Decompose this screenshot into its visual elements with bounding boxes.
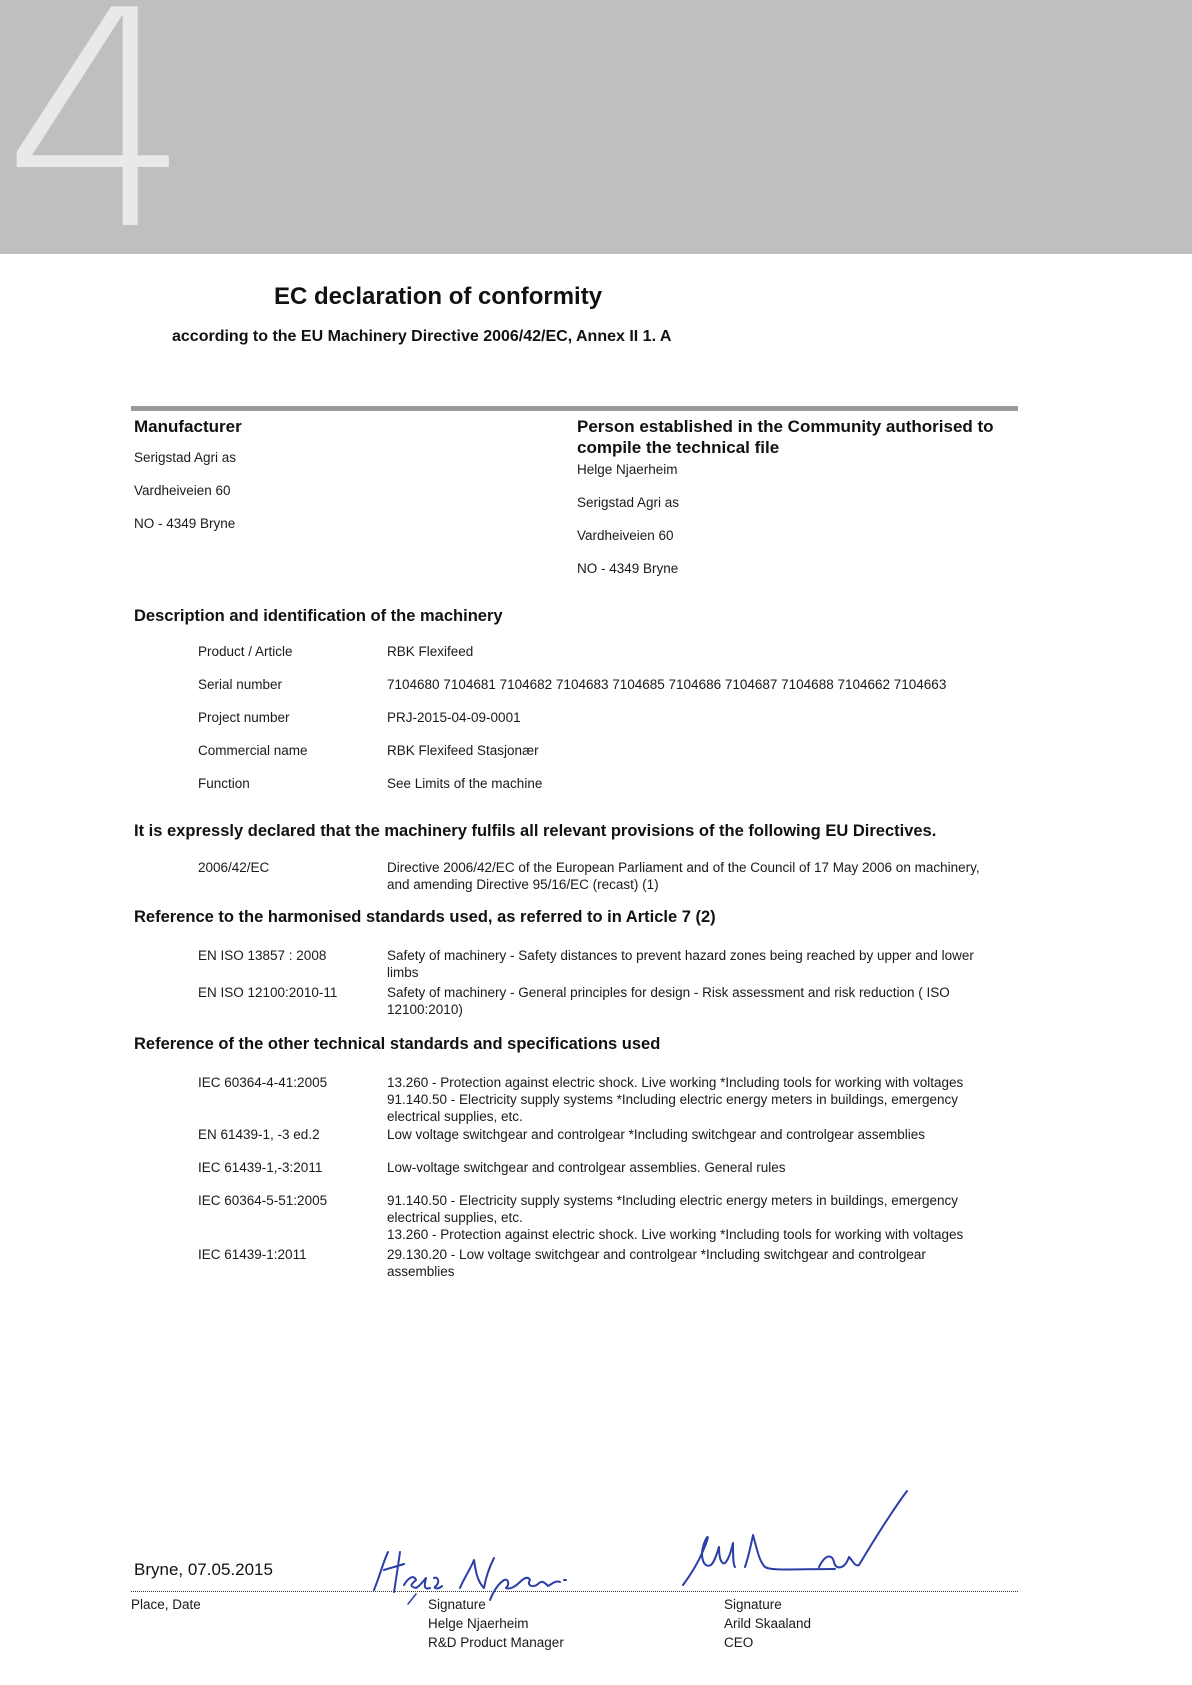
machinery-value: PRJ-2015-04-09-0001 <box>387 710 521 725</box>
machinery-heading: Description and identification of the machinery <box>134 607 503 625</box>
machinery-label: Function <box>198 776 250 791</box>
other-standard-label: IEC 61439-1,-3:2011 <box>198 1160 323 1175</box>
standard-text-line: 12100:2010) <box>387 1002 463 1017</box>
place-date-label: Place, Date <box>131 1597 201 1612</box>
standard-label: EN ISO 13857 : 2008 <box>198 948 327 963</box>
machinery-label: Serial number <box>198 677 283 692</box>
other-standard-text <box>387 1246 926 1280</box>
signature-arild <box>675 1485 965 1595</box>
other-standard-text <box>387 1074 963 1125</box>
authorised-person-heading: Person established in the Community authorised to <box>577 417 994 436</box>
page-subtitle: according to the EU Machinery Directive 2006/42/EC, Annex II 1. A <box>172 328 672 345</box>
standard-text <box>387 984 950 1018</box>
directive-text <box>387 859 980 893</box>
other-standard-label: IEC 60364-5-51:2005 <box>198 1193 328 1208</box>
machinery-label: Project number <box>198 710 290 725</box>
section-divider <box>131 406 1018 411</box>
other-standard-text <box>387 1192 963 1243</box>
other-standard-label: IEC 60364-4-41:2005 <box>198 1075 328 1090</box>
other-standard-text-line: Low voltage switchgear and controlgear *Including switchgear and controlgear assemblies <box>387 1127 926 1142</box>
directive-label: 2006/42/EC <box>198 860 270 875</box>
machinery-label: Product / Article <box>198 644 293 659</box>
signer-name: Arild Skaaland <box>724 1616 812 1631</box>
other-standard-text-line: 91.140.50 - Electricity supply systems *Including electric energy meters in buildings, emergency <box>387 1092 959 1107</box>
directive-text-line: Directive 2006/42/EC of the European Parliament and of the Council of 17 May 2006 on machinery, <box>387 860 980 875</box>
authorised-person-heading: compile the technical file <box>577 438 780 457</box>
machinery-value: RBK Flexifeed <box>387 644 474 659</box>
page-title: EC declaration of conformity <box>274 283 603 310</box>
other-standard-text-line: Low-voltage switchgear and controlgear assemblies. General rules <box>387 1160 786 1175</box>
other-standard-text-line: 91.140.50 - Electricity supply systems *Including electric energy meters in buildings, emergency <box>387 1193 959 1208</box>
harmonised-heading: Reference to the harmonised standards used, as referred to in Article 7 (2) <box>134 908 716 926</box>
manufacturer-line: Serigstad Agri as <box>134 450 237 465</box>
authorised-person-line: NO - 4349 Bryne <box>577 561 679 576</box>
directive-text-line: and amending Directive 95/16/EC (recast) (1) <box>387 877 659 892</box>
other-standard-text-line: 29.130.20 - Low voltage switchgear and controlgear *Including switchgear and controlgear <box>387 1247 926 1262</box>
other-standard-text-line: 13.260 - Protection against electric shock. Live working *Including tools for working with voltages <box>387 1227 964 1242</box>
authorised-person-line: Vardheiveien 60 <box>577 528 674 543</box>
manufacturer-line: NO - 4349 Bryne <box>134 516 236 531</box>
signer-name: Helge Njaerheim <box>428 1616 529 1631</box>
manufacturer-line: Vardheiveien 60 <box>134 483 231 498</box>
standard-text <box>387 947 974 981</box>
standard-text-line: Safety of machinery - Safety distances to prevent hazard zones being reached by upper and lower <box>387 948 974 963</box>
other-standard-text-line: assemblies <box>387 1264 455 1279</box>
other-standard-text-line: electrical supplies, etc. <box>387 1210 523 1225</box>
other-standard-label: EN 61439-1, -3 ed.2 <box>198 1127 320 1142</box>
authorised-person-line: Serigstad Agri as <box>577 495 680 510</box>
machinery-value: RBK Flexifeed Stasjonær <box>387 743 539 758</box>
signature-label: Signature <box>724 1597 782 1612</box>
other-standard-text <box>387 1159 785 1176</box>
other-standards-heading: Reference of the other technical standards and specifications used <box>134 1035 661 1053</box>
directives-heading: It is expressly declared that the machinery fulfils all relevant provisions of the following EU Directives. <box>134 822 937 840</box>
other-standard-text-line: electrical supplies, etc. <box>387 1109 523 1124</box>
manufacturer-heading: Manufacturer <box>134 417 242 436</box>
signature-label: Signature <box>428 1597 486 1612</box>
chapter-number: 4 <box>2 0 183 296</box>
other-standard-text <box>387 1126 925 1143</box>
other-standard-label: IEC 61439-1:2011 <box>198 1247 307 1262</box>
machinery-label: Commercial name <box>198 743 308 758</box>
place-date: Bryne, 07.05.2015 <box>134 1560 273 1579</box>
machinery-value: See Limits of the machine <box>387 776 543 791</box>
standard-text-line: limbs <box>387 965 419 980</box>
other-standard-text-line: 13.260 - Protection against electric shock. Live working *Including tools for working with voltages <box>387 1075 964 1090</box>
signer-title: R&D Product Manager <box>428 1635 564 1650</box>
authorised-person-line: Helge Njaerheim <box>577 462 678 477</box>
signer-title: CEO <box>724 1635 754 1650</box>
standard-label: EN ISO 12100:2010-11 <box>198 985 338 1000</box>
machinery-value: 7104680 7104681 7104682 7104683 7104685 7104686 7104687 7104688 7104662 7104663 <box>387 677 947 692</box>
standard-text-line: Safety of machinery - General principles for design - Risk assessment and risk reduction ( ISO <box>387 985 950 1000</box>
